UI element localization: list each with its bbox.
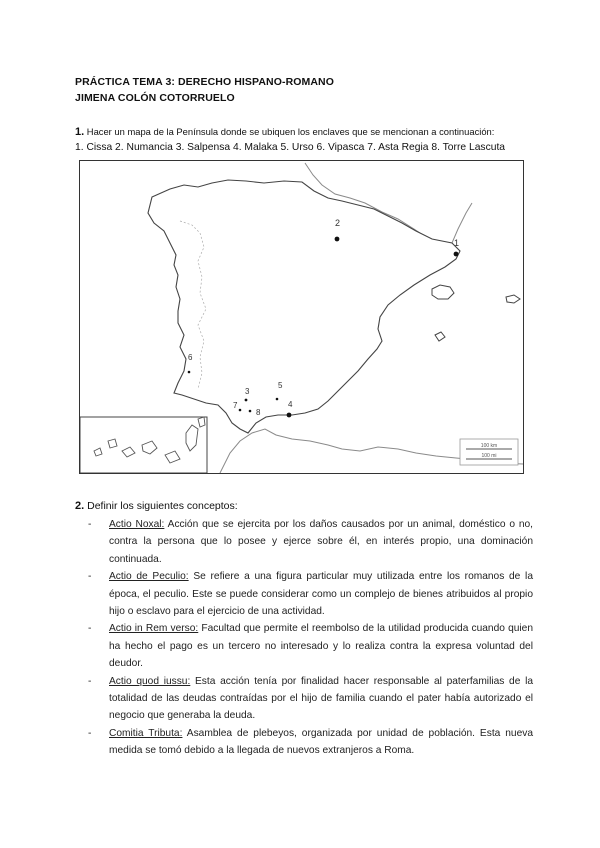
question-1-text: Hacer un mapa de la Península donde se ubiquen los enclaves que se mencionan a continuación: (86, 126, 495, 137)
question-1-prompt (75, 126, 494, 138)
iberian-peninsula-map (79, 160, 524, 474)
marker-8-dot (249, 410, 252, 413)
concept-term: Comitia Tributa: (109, 727, 183, 739)
question-2-number: 2. (75, 500, 85, 512)
marker-6-dot (188, 371, 191, 374)
marker-1-dot (454, 252, 459, 257)
marker-1-label: 1 (454, 238, 460, 248)
scale-mi-label: 100 mi (481, 453, 497, 459)
concept-definition: Facultad que permite el reembolso de la utilidad producida cuando quien ha hecho el pago es un tercero no interesado y lo realiza contra la expresa voluntad del deudor. (109, 623, 533, 670)
marker-2-dot (335, 237, 340, 242)
concepts-list (88, 516, 533, 760)
canary-island-2 (108, 439, 117, 448)
map-scale-bar (460, 439, 518, 465)
places-list: 1. Cissa 2. Numancia 3. Salpensa 4. Malaka 5. Urso 6. Vipasca 7. Asta Regia 8. Torre Lascuta (75, 142, 506, 153)
marker-7-dot (239, 409, 242, 412)
list-dash: - (88, 571, 92, 583)
ibiza-island (435, 332, 445, 341)
list-dash: - (88, 519, 92, 530)
concept-term: Actio in Rem verso: (109, 623, 199, 635)
document-author: JIMENA COLÓN COTORRUELO (75, 92, 235, 104)
marker-3-dot (245, 399, 248, 402)
mallorca-island (432, 285, 454, 299)
concept-item (88, 620, 533, 672)
marker-3-label: 3 (245, 387, 250, 396)
concept-definition: Se refiere a una figura particular muy utilizada entre los romanos de la época, el peculio. Este se puede considerar como un complejo de bienes atribuidos al propio hijo o esclavo para el ejercicio de una actividad. (109, 571, 533, 618)
question-1-number: 1. (75, 126, 85, 138)
document-title: PRÁCTICA TEMA 3: DERECHO HISPANO-ROMANO (75, 76, 335, 88)
marker-7-label: 7 (233, 401, 238, 410)
marker-2-label: 2 (335, 218, 341, 228)
concept-item (88, 673, 533, 725)
concept-definition: Asamblea de plebeyos, organizada por unidad de población. Esta nueva medida se tomó debido a la llegada de nuevos extranjeros a Roma. (109, 727, 533, 757)
concept-item (88, 725, 533, 760)
concept-term: Actio de Peculio: (109, 571, 189, 583)
marker-8-label: 8 (256, 408, 261, 417)
concept-item (88, 568, 533, 620)
question-2-prompt (75, 500, 238, 512)
peninsula-outline (148, 180, 460, 433)
concept-term: Actio Noxal: (109, 519, 165, 530)
concept-definition: Esta acción tenía por finalidad hacer responsable al paterfamilias de la totalidad de las deudas contraídas por el hijo de familia cuando el pater había autorizado el negocio que generaba la deuda. (109, 675, 533, 722)
marker-5-label: 5 (278, 381, 283, 390)
list-dash: - (88, 727, 92, 739)
list-dash: - (88, 623, 92, 635)
marker-5-dot (276, 398, 279, 401)
menorca-island (506, 295, 520, 303)
concept-term: Actio quod iussu: (109, 675, 191, 687)
concept-definition: Acción que se ejercita por los daños causados por un animal, doméstico o no, contra la persona que lo posee y ejerce sobre él, en interés propio, una dominación continuada. (109, 519, 533, 565)
marker-4-label: 4 (288, 400, 293, 409)
concept-item (88, 516, 533, 568)
list-dash: - (88, 675, 92, 687)
marker-6-label: 6 (188, 353, 193, 362)
marker-4-dot (287, 413, 292, 418)
scale-km-label: 100 km (480, 443, 498, 449)
question-2-text: Definir los siguientes conceptos: (87, 500, 238, 512)
map-svg (80, 161, 523, 473)
